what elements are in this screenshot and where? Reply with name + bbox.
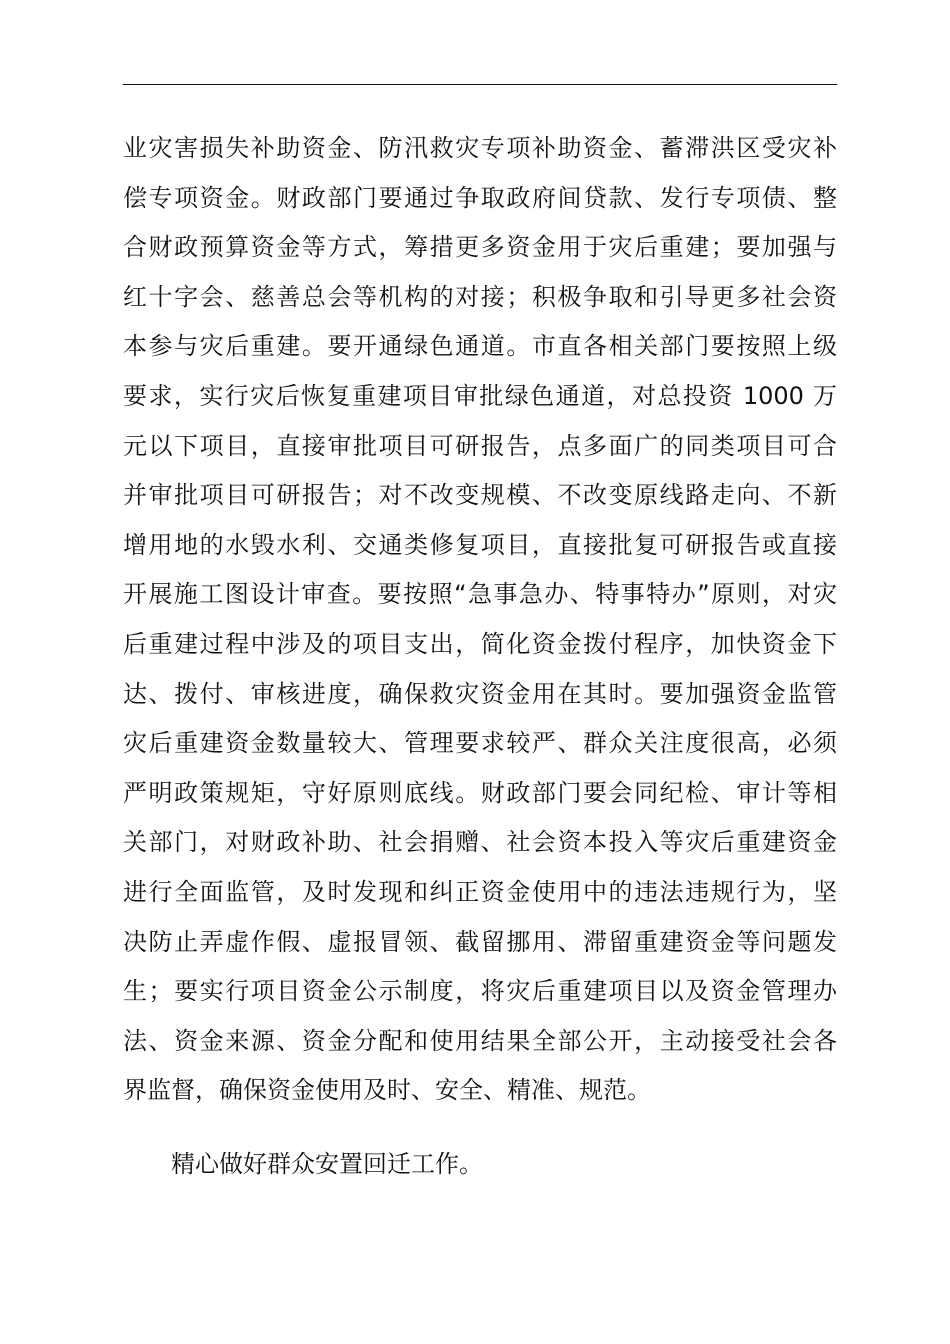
paragraph-line: 业灾害损失补助资金、防汛救灾专项补助资金、蓄滞洪区受灾补 <box>123 134 837 162</box>
paragraph-line: 关部门，对财政补助、社会捐赠、社会资本投入等灾后重建资金 <box>123 828 837 857</box>
paragraph-line: 增用地的水毁水利、交通类修复项目，直接批复可研报告或直接 <box>123 530 837 559</box>
paragraph-line: 偿专项资金。财政部门要通过争取政府间贷款、发行专项债、整 <box>123 183 837 212</box>
paragraph-line: 法、资金来源、资金分配和使用结果全部公开，主动接受社会各 <box>123 1026 837 1055</box>
paragraph-line: 生；要实行项目资金公示制度，将灾后重建项目以及资金管理办 <box>123 977 837 1006</box>
paragraph-line: 严明政策规矩，守好原则底线。财政部门要会同纪检、审计等相 <box>123 778 837 807</box>
closing-heading: 精心做好群众安置回迁工作。 <box>171 1150 483 1178</box>
paragraph-line: 后重建过程中涉及的项目支出，简化资金拨付程序，加快资金下 <box>123 629 837 658</box>
paragraph-line: 决防止弄虚作假、虚报冒领、截留挪用、滞留重建资金等问题发 <box>123 927 837 956</box>
paragraph-line: 并审批项目可研报告；对不改变规模、不改变原线路走向、不新 <box>123 481 837 510</box>
paragraph-line: 元以下项目，直接审批项目可研报告，点多面广的同类项目可合 <box>123 431 837 460</box>
body-paragraph <box>123 124 837 1116</box>
paragraph-line: 进行全面监管，及时发现和纠正资金使用中的违法违规行为，坚 <box>123 877 837 906</box>
paragraph-line: 要求，实行灾后恢复重建项目审批绿色通道，对总投资 1000 万 <box>123 381 837 410</box>
header-rule <box>123 84 837 85</box>
paragraph-line: 本参与灾后重建。要开通绿色通道。市直各相关部门要按照上级 <box>123 332 837 361</box>
paragraph-line: 红十字会、慈善总会等机构的对接；积极争取和引导更多社会资 <box>123 282 837 311</box>
paragraph-line-last: 界监督，确保资金使用及时、安全、精准、规范。 <box>123 1076 651 1105</box>
paragraph-line: 合财政预算资金等方式，筹措更多资金用于灾后重建；要加强与 <box>123 233 837 262</box>
paragraph-line: 开展施工图设计审查。要按照“急事急办、特事特办”原则，对灾 <box>123 580 837 609</box>
paragraph-line: 灾后重建资金数量较大、管理要求较严、群众关注度很高，必须 <box>123 729 837 758</box>
paragraph-line: 达、拨付、审核进度，确保救灾资金用在其时。要加强资金监管 <box>123 679 837 708</box>
